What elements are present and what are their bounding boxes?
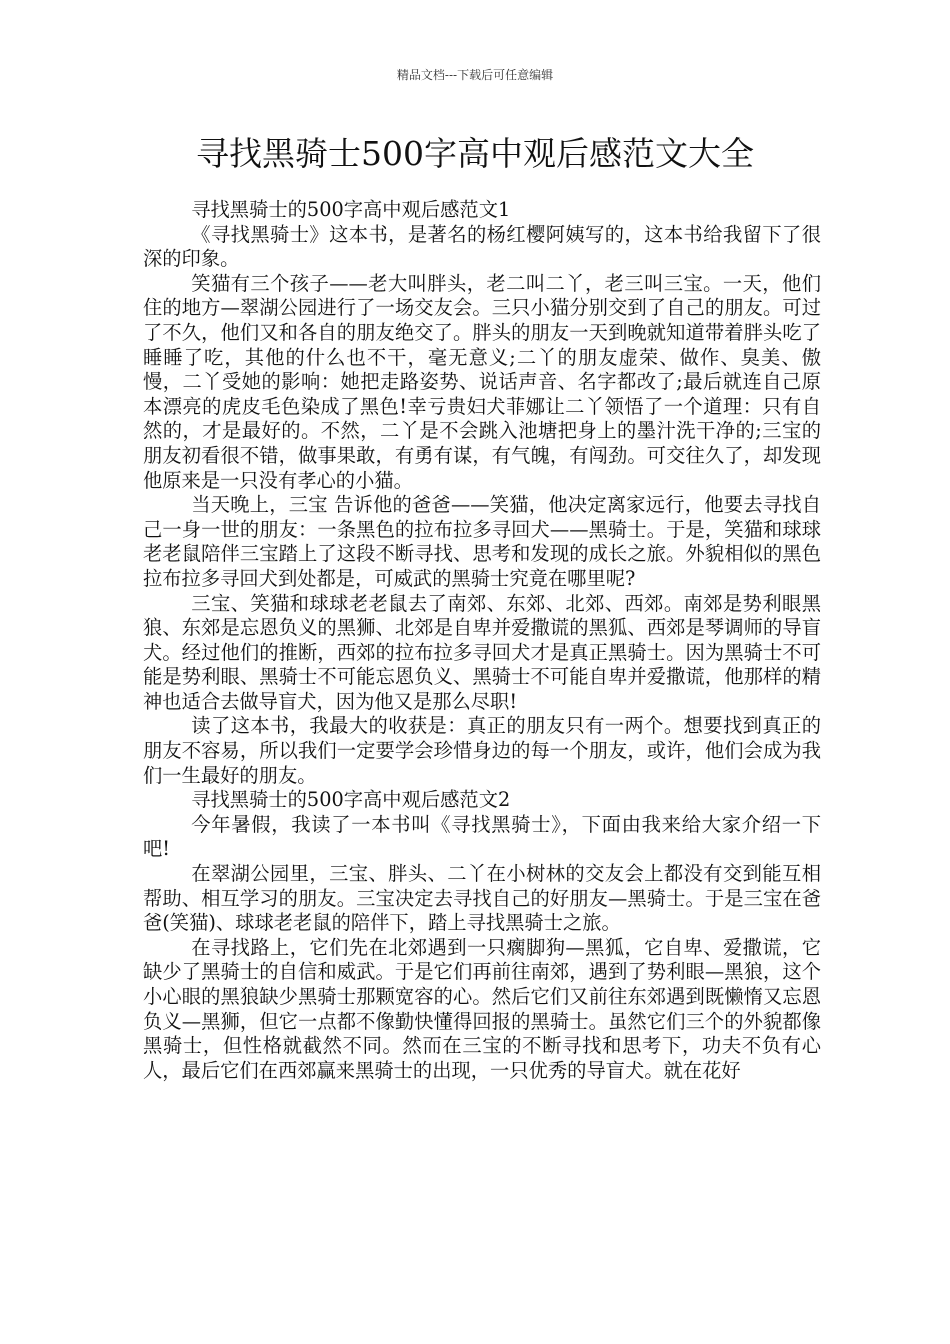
paragraph: 今年暑假，我读了一本书叫《寻找黑骑士》，下面由我来给大家介绍一下吧!	[143, 812, 821, 861]
paragraph: 笑猫有三个孩子——老大叫胖头，老二叫二丫，老三叫三宝。一天，他们住的地方—翠湖公园进行了一场交友会。三只小猫分别交到了自己的朋友。可过了不久，他们又和各自的朋友绝交了。胖头的朋友一天到晚就知道带着胖头吃了睡睡了吃，其他的什么也不干，毫无意义;二丫的朋友虚荣、做作、臭美、傲慢，二丫受她的影响：她把走路姿势、说话声音、名字都改了;最后就连自己原本漂亮的虎皮毛色染成了黑色!幸亏贵妇犬菲娜让二丫领悟了一个道理：只有自然的，才是最好的。不然，二丫是不会跳入池塘把身上的墨汁洗干净的;三宝的朋友初看很不错，做事果敢，有勇有谋，有气魄，有闯劲。可交往久了，却发现他原来是一只没有孝心的小猫。	[143, 271, 821, 492]
paragraph: 读了这本书，我最大的收获是：真正的朋友只有一两个。想要找到真正的朋友不容易，所以我们一定要学会珍惜身边的每一个朋友，或许，他们会成为我们一生最好的朋友。	[143, 714, 821, 787]
document-title: 寻找黑骑士500字高中观后感范文大全	[196, 134, 754, 173]
paragraph: 当天晚上，三宝 告诉他的爸爸——笑猫，他决定离家远行，他要去寻找自己一身一世的朋友：一条黑色的拉布拉多寻回犬——黑骑士。于是，笑猫和球球老老鼠陪伴三宝踏上了这段不断寻找、思考和发现的成长之旅。外貌相似的黑色拉布拉多寻回犬到处都是，可威武的黑骑士究竟在哪里呢?	[143, 493, 821, 590]
section-heading: 寻找黑骑士的500字高中观后感范文1	[191, 198, 511, 221]
document-body	[143, 198, 821, 1083]
paragraph: 在翠湖公园里，三宝、胖头、二丫在小树林的交友会上都没有交到能互相帮助、相互学习的朋友。三宝决定去寻找自己的好朋友—黑骑士。于是三宝在爸爸(笑猫)、球球老老鼠的陪伴下，踏上寻找黑骑士之旅。	[143, 862, 821, 935]
page-header-note: 精品文档---下载后可任意编辑	[396, 68, 554, 82]
paragraph: 《寻找黑骑士》这本书，是著名的杨红樱阿姨写的，这本书给我留下了很深的印象。	[143, 222, 821, 271]
paragraph: 在寻找路上，它们先在北郊遇到一只瘸脚狗—黑狐，它自卑、爱撒谎，它缺少了黑骑士的自信和威武。于是它们再前往南郊，遇到了势利眼—黑狼，这个小心眼的黑狼缺少黑骑士那颗宽容的心。然后它们又前往东郊遇到既懒惰又忘恩负义—黑狮，但它一点都不像勤快懂得回报的黑骑士。虽然它们三个的外貌都像黑骑士，但性格就截然不同。然而在三宝的不断寻找和思考下，功夫不负有心人，最后它们在西郊赢来黑骑士的出现，一只优秀的导盲犬。就在花好	[143, 935, 821, 1082]
paragraph: 三宝、笑猫和球球老老鼠去了南郊、东郊、北郊、西郊。南郊是势利眼黑狼、东郊是忘恩负义的黑狮、北郊是自卑并爱撒谎的黑狐、西郊是琴调师的导盲犬。经过他们的推断，西郊的拉布拉多寻回犬才是真正黑骑士。因为黑骑士不可能是势利眼、黑骑士不可能忘恩负义、黑骑士不可能自卑并爱撒谎，他那样的精神也适合去做导盲犬，因为他又是那么尽职!	[143, 591, 821, 713]
section-heading: 寻找黑骑士的500字高中观后感范文2	[191, 788, 511, 812]
